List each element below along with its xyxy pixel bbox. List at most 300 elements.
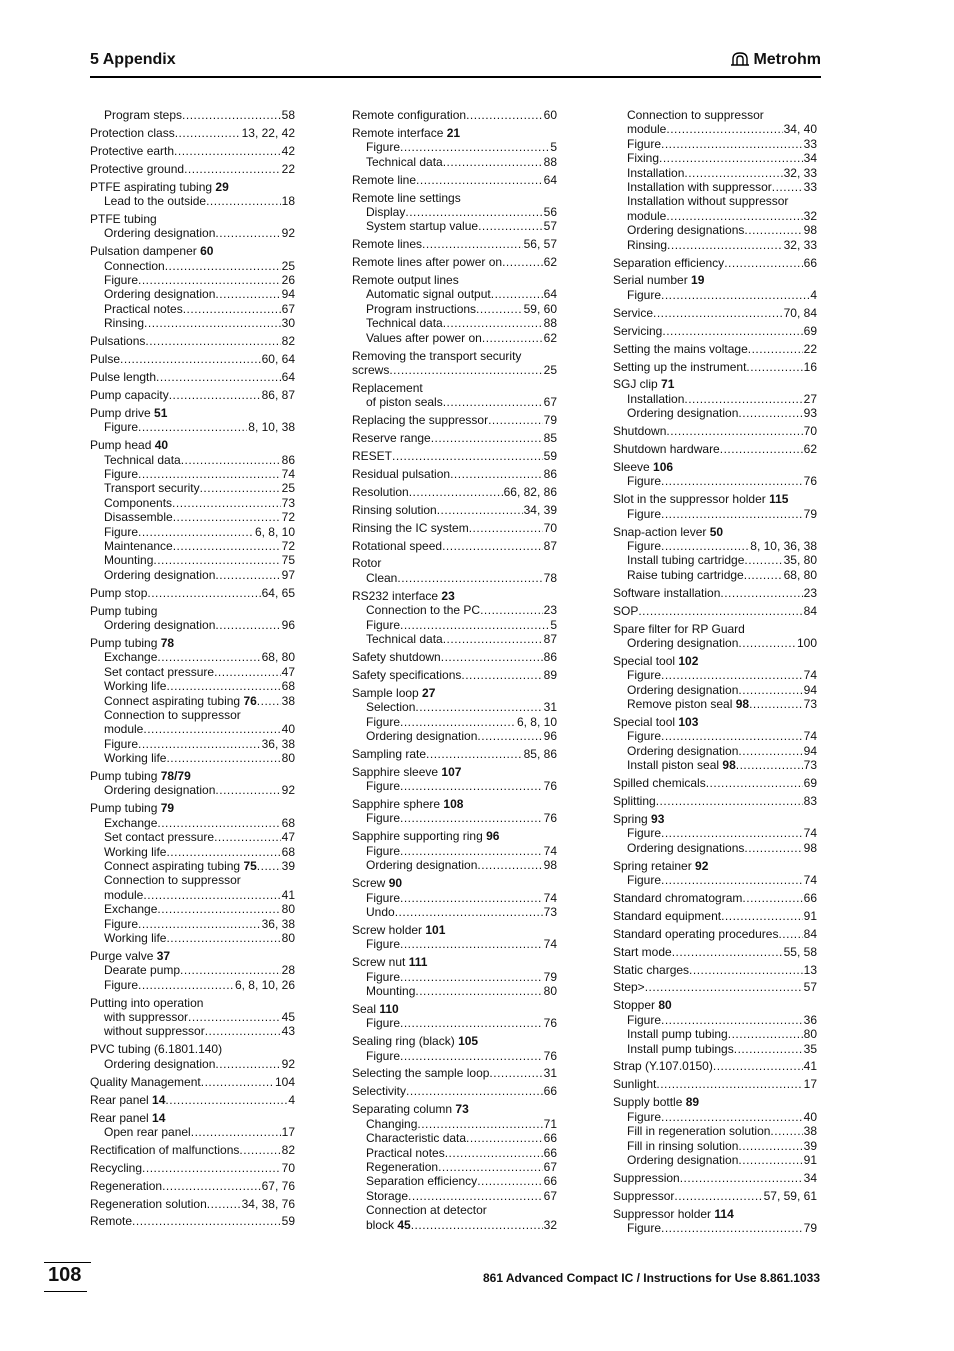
term-label: Rear panel xyxy=(90,1092,153,1107)
index-term xyxy=(90,636,295,650)
index-term-text xyxy=(627,151,659,165)
index-entry xyxy=(352,650,557,664)
dot-leader xyxy=(441,650,543,664)
page-reference: 67 xyxy=(543,395,557,410)
index-term xyxy=(90,212,295,226)
page-reference: 18 xyxy=(281,194,295,209)
dot-leader xyxy=(680,1171,803,1185)
index-term xyxy=(90,1197,295,1211)
index-term-text xyxy=(90,1214,132,1228)
index-subentry xyxy=(352,1189,557,1203)
index-subentry xyxy=(90,816,295,830)
page-reference: 88 xyxy=(543,154,557,169)
page-reference: 79 xyxy=(803,506,817,521)
index-subentry xyxy=(613,553,817,567)
page-reference: 62 xyxy=(543,330,557,345)
term-label: Lead to the outside xyxy=(104,194,207,209)
dot-leader xyxy=(157,816,280,830)
dot-leader xyxy=(400,1049,543,1063)
index-entry xyxy=(613,360,817,374)
index-term xyxy=(352,556,557,570)
term-label: RESET xyxy=(352,449,393,464)
index-subentry xyxy=(352,618,557,632)
index-subentry xyxy=(90,708,295,722)
index-term xyxy=(613,273,817,287)
index-entry xyxy=(352,923,557,952)
dot-leader xyxy=(442,539,543,553)
dot-leader xyxy=(214,665,281,679)
index-entry xyxy=(613,108,817,252)
index-term xyxy=(90,586,295,600)
index-entry xyxy=(613,927,817,941)
index-entry xyxy=(90,406,295,435)
term-label: Set contact pressure xyxy=(104,830,215,845)
index-subentry xyxy=(352,844,557,858)
index-entry xyxy=(90,352,295,366)
dot-leader xyxy=(469,521,543,535)
term-label: Installation with suppressor xyxy=(627,180,772,195)
page-reference: 59, 60 xyxy=(523,301,557,316)
dot-leader xyxy=(736,758,803,772)
index-term xyxy=(352,503,557,517)
page-reference: 67, 76 xyxy=(261,1178,295,1193)
index-subentry xyxy=(613,683,817,697)
index-entry xyxy=(352,955,557,998)
index-term-text xyxy=(104,259,165,273)
term-label: screws xyxy=(352,363,390,377)
page-reference: 87 xyxy=(543,632,557,646)
page-reference: 74 xyxy=(543,890,557,905)
page-reference: 68 xyxy=(281,844,295,859)
index-entry xyxy=(90,586,295,600)
index-entry xyxy=(90,438,295,582)
index-term-text xyxy=(352,108,466,122)
figure-ref-number: 105 xyxy=(458,1034,479,1049)
index-term-text xyxy=(613,1077,656,1091)
term-label: Practical notes xyxy=(104,301,183,316)
index-subentry xyxy=(352,603,557,617)
term-label: Working life xyxy=(104,679,167,694)
index-term xyxy=(352,381,557,395)
index-term-text xyxy=(90,352,120,366)
index-term-text xyxy=(613,715,698,729)
figure-ref-number: 37 xyxy=(156,948,171,963)
term-label: Pump tubing xyxy=(90,603,158,618)
index-subentry xyxy=(90,302,295,316)
term-label: Install piston seal xyxy=(627,758,723,773)
page-reference: 35 xyxy=(803,1041,817,1056)
dot-leader xyxy=(400,140,549,154)
index-column-3 xyxy=(613,108,817,1239)
index-term xyxy=(613,812,817,826)
index-term-text xyxy=(366,1117,417,1131)
dot-leader xyxy=(191,1125,281,1139)
index-term-text xyxy=(613,492,788,506)
index-subentry xyxy=(352,140,557,154)
index-subentry xyxy=(352,219,557,233)
dot-leader xyxy=(778,927,802,941)
term-label: Slot in the suppressor holder xyxy=(613,492,770,507)
term-label: Figure xyxy=(366,811,401,826)
dot-leader xyxy=(181,453,281,467)
index-entry xyxy=(352,556,557,585)
dot-leader xyxy=(165,259,281,273)
index-term xyxy=(613,1189,817,1203)
index-entry xyxy=(90,1143,295,1157)
index-term-text xyxy=(104,1024,205,1038)
figure-ref-number: 71 xyxy=(661,377,675,392)
index-term-text xyxy=(352,1034,478,1048)
index-entry xyxy=(613,586,817,600)
term-label: Sapphire supporting ring xyxy=(352,829,487,844)
page-reference: 86 xyxy=(543,466,557,481)
index-subentry xyxy=(613,1027,817,1041)
term-label: Remote output lines xyxy=(352,273,459,288)
page-reference: 98 xyxy=(803,223,817,238)
index-term-text xyxy=(352,349,521,363)
dot-leader xyxy=(674,1189,762,1203)
index-subentry xyxy=(90,467,295,481)
index-subentry xyxy=(352,1146,557,1160)
page-reference: 57, 59, 61 xyxy=(763,1188,817,1203)
index-term-text xyxy=(90,1143,239,1157)
index-term-text xyxy=(613,1207,734,1221)
index-term-text xyxy=(104,859,257,873)
index-subentry xyxy=(352,155,557,169)
figure-ref-number: 115 xyxy=(769,492,789,507)
index-term xyxy=(90,370,295,384)
figure-ref-number: 106 xyxy=(653,459,674,474)
index-term-text xyxy=(90,1093,165,1107)
dot-leader xyxy=(417,1117,542,1131)
term-label: Setting up the instrument xyxy=(613,359,747,374)
index-term-text xyxy=(627,729,661,743)
index-term-text xyxy=(104,226,215,240)
index-subentry xyxy=(352,205,557,219)
index-entry xyxy=(352,108,557,122)
dot-leader xyxy=(689,963,803,977)
term-label: without suppressor xyxy=(104,1024,205,1039)
term-label: Figure xyxy=(104,420,139,435)
index-entry xyxy=(352,191,557,234)
term-label: Connect aspirating tubing xyxy=(104,859,244,873)
index-term-text xyxy=(352,765,461,779)
index-term-text xyxy=(352,381,423,395)
dot-leader xyxy=(466,108,543,122)
index-term xyxy=(613,794,817,808)
index-term xyxy=(90,1111,295,1125)
term-label: Recycling xyxy=(90,1160,143,1175)
dot-leader xyxy=(476,302,523,316)
term-label: Ordering designation xyxy=(366,728,478,743)
page-reference: 91 xyxy=(803,908,817,923)
index-entry xyxy=(352,589,557,647)
index-subentry xyxy=(90,751,295,765)
term-label: Figure xyxy=(366,969,401,984)
page-reference: 80 xyxy=(543,983,557,998)
term-label: Raise tubing cartridge xyxy=(627,567,744,582)
index-subentry xyxy=(613,1110,817,1124)
index-term-text xyxy=(627,108,764,122)
term-label: Screw holder xyxy=(352,922,426,937)
page-reference: 64 xyxy=(543,287,557,302)
index-term-text xyxy=(104,420,138,434)
figure-ref-number: 50 xyxy=(709,524,724,539)
figure-ref-number: 23 xyxy=(441,588,455,603)
page-reference: 98 xyxy=(803,840,817,855)
figure-ref-number: 27 xyxy=(422,685,436,700)
dot-leader xyxy=(661,826,803,840)
page-reference: 94 xyxy=(281,287,295,302)
dot-leader xyxy=(443,155,543,169)
dot-leader xyxy=(165,1093,287,1107)
dot-leader xyxy=(661,729,803,743)
page-reference: 71 xyxy=(543,1116,557,1131)
index-term xyxy=(352,521,557,535)
index-subentry xyxy=(90,226,295,240)
index-term-text xyxy=(613,460,673,474)
index-subentry xyxy=(613,209,817,223)
index-entry xyxy=(613,715,817,773)
index-term-text xyxy=(352,923,445,937)
index-term xyxy=(352,191,557,205)
page-reference: 40 xyxy=(281,722,295,737)
page-reference: 74 xyxy=(803,873,817,887)
page-reference: 89 xyxy=(543,667,557,682)
term-label: Putting into operation xyxy=(90,995,204,1010)
dot-leader xyxy=(174,144,281,158)
index-term-text xyxy=(352,237,422,251)
dot-leader xyxy=(661,137,803,151)
page-reference: 66, 82, 86 xyxy=(503,484,557,499)
dot-leader xyxy=(744,568,783,582)
index-term-text xyxy=(627,406,738,420)
term-label: Connection to suppressor xyxy=(627,108,764,122)
term-label: Figure xyxy=(104,916,139,931)
page-reference: 67 xyxy=(281,301,295,316)
term-label: Exchange xyxy=(104,902,158,917)
index-subentry xyxy=(613,729,817,743)
index-entry xyxy=(352,1102,557,1232)
page-reference: 80 xyxy=(281,751,295,766)
index-subentry xyxy=(90,618,295,632)
page-reference: 66 xyxy=(543,1084,557,1099)
term-label: Screw nut xyxy=(352,955,409,970)
index-entry xyxy=(352,668,557,682)
index-entry xyxy=(613,1189,817,1203)
dot-leader xyxy=(205,1024,281,1038)
index-term-text xyxy=(352,431,431,445)
index-subentry xyxy=(613,568,817,582)
index-term-text xyxy=(104,618,215,632)
index-term-text xyxy=(352,255,502,269)
index-subentry xyxy=(352,729,557,743)
dot-leader xyxy=(502,255,543,269)
dot-leader xyxy=(466,1131,543,1145)
page-reference: 66 xyxy=(543,1131,557,1146)
dot-leader xyxy=(661,1221,803,1235)
page-reference: 79 xyxy=(543,969,557,984)
dot-leader xyxy=(437,503,523,517)
term-label: Spilled chemicals xyxy=(613,776,706,791)
index-entry xyxy=(613,256,817,270)
page-reference: 32 xyxy=(543,1217,557,1232)
term-label: Mounting xyxy=(104,553,154,568)
figure-ref-number: 29 xyxy=(215,179,229,194)
dot-leader xyxy=(742,891,802,905)
page-reference: 82 xyxy=(281,1142,295,1157)
term-label: Static charges xyxy=(613,962,690,977)
dot-leader xyxy=(645,980,803,994)
dot-leader xyxy=(183,302,281,316)
page-reference: 91 xyxy=(803,1152,817,1167)
index-subentry xyxy=(613,1139,817,1153)
dot-leader xyxy=(478,219,543,233)
index-term-text xyxy=(90,636,174,650)
dot-leader xyxy=(400,715,516,729)
page-reference: 40 xyxy=(803,1109,817,1124)
index-term-text xyxy=(104,108,182,122)
index-term-text xyxy=(90,212,157,226)
index-term-text xyxy=(366,970,400,984)
term-label: Remove piston seal xyxy=(627,697,736,712)
index-term xyxy=(90,996,295,1010)
term-label: Separating column xyxy=(352,1102,456,1117)
index-subentry xyxy=(352,937,557,951)
index-subentry xyxy=(90,273,295,287)
dot-leader xyxy=(443,316,543,330)
index-entry xyxy=(90,1111,295,1140)
index-term-text xyxy=(104,316,144,330)
page-reference: 5 xyxy=(550,140,557,155)
index-term xyxy=(352,829,557,843)
index-entry xyxy=(352,747,557,761)
index-subentry xyxy=(90,873,295,887)
page-reference: 23 xyxy=(803,585,817,600)
term-label: Splitting xyxy=(613,793,656,808)
page-reference: 74 xyxy=(543,843,557,858)
index-entry xyxy=(613,1095,817,1167)
figure-ref-number: 78 xyxy=(160,635,175,650)
term-label: Software installation xyxy=(613,585,721,600)
dot-leader xyxy=(142,1161,281,1175)
term-label: Figure xyxy=(627,1012,662,1027)
footer-rule xyxy=(44,1262,91,1263)
dot-leader xyxy=(400,970,543,984)
index-term-text xyxy=(613,586,720,600)
index-term-text xyxy=(104,510,173,524)
term-label: Remote line xyxy=(352,172,417,187)
page-reference: 67 xyxy=(543,1188,557,1203)
dot-leader xyxy=(445,1146,543,1160)
index-term-text xyxy=(90,1197,207,1211)
page-reference: 5 xyxy=(550,617,557,632)
dot-leader xyxy=(143,722,280,736)
index-term xyxy=(613,256,817,270)
dot-leader xyxy=(392,449,543,463)
index-term xyxy=(352,255,557,269)
dot-leader xyxy=(173,510,281,524)
index-term-text xyxy=(352,485,409,499)
page-reference: 26 xyxy=(281,273,295,288)
page-reference: 82 xyxy=(281,334,295,349)
term-label: Program instructions xyxy=(366,301,477,316)
dot-leader xyxy=(405,205,542,219)
index-subentry xyxy=(613,180,817,194)
figure-ref-number: 107 xyxy=(441,764,462,779)
index-term-text xyxy=(613,927,778,941)
index-term-text xyxy=(627,288,661,302)
dot-leader xyxy=(400,811,543,825)
brand-block xyxy=(730,51,821,69)
term-label: Figure xyxy=(366,617,401,632)
index-entry xyxy=(613,273,817,302)
figure-ref-number: 14 xyxy=(152,1110,166,1125)
index-term-text xyxy=(613,963,689,977)
term-label: Dearate pump xyxy=(104,963,181,978)
index-subentry xyxy=(352,1160,557,1174)
index-term xyxy=(613,909,817,923)
dot-leader xyxy=(720,586,802,600)
term-label: Rinsing solution xyxy=(352,502,437,517)
index-term xyxy=(352,876,557,890)
index-term-text xyxy=(352,521,469,535)
term-label: Sunlight xyxy=(613,1077,657,1092)
term-label: Figure xyxy=(627,668,662,683)
index-subentry xyxy=(613,1042,817,1056)
term-label: Removing the transport security xyxy=(352,348,522,363)
index-subentry xyxy=(90,783,295,797)
index-entry xyxy=(90,212,295,241)
dot-leader xyxy=(166,845,280,859)
index-term xyxy=(613,622,817,636)
index-term-text xyxy=(104,751,166,765)
index-term-text xyxy=(352,797,463,811)
term-label: Technical data xyxy=(366,316,443,331)
index-term-text xyxy=(352,556,381,570)
dot-leader xyxy=(770,1124,802,1138)
index-entry xyxy=(613,442,817,456)
page-reference: 100 xyxy=(796,635,817,650)
dot-leader xyxy=(656,794,803,808)
term-label: PVC tubing (6.1801.140) xyxy=(90,1042,223,1057)
dot-leader xyxy=(666,424,802,438)
term-label: Protection class xyxy=(90,125,175,140)
term-label: Remote interface xyxy=(352,125,447,140)
index-term-text xyxy=(366,1218,411,1232)
term-label: Screw xyxy=(352,876,389,891)
term-label: Exchange xyxy=(104,815,158,830)
index-subentry xyxy=(613,137,817,151)
index-subentry xyxy=(90,931,295,945)
index-term xyxy=(613,586,817,600)
term-label: Selection xyxy=(366,700,416,715)
page-reference: 45 xyxy=(281,1010,295,1025)
term-label: Components xyxy=(104,495,173,510)
term-label: Ordering designation xyxy=(627,1152,739,1167)
figure-ref-number: 73 xyxy=(455,1102,469,1117)
dot-leader xyxy=(744,841,802,855)
figure-ref-number: 114 xyxy=(714,1206,734,1221)
index-term-text xyxy=(627,1153,738,1167)
figure-ref-number: 98 xyxy=(722,758,736,773)
dot-leader xyxy=(443,632,543,646)
page-reference: 34, 38, 76 xyxy=(241,1196,295,1211)
index-term-text xyxy=(104,539,173,553)
index-subentry xyxy=(352,287,557,301)
index-term xyxy=(613,377,817,391)
page-reference: 64, 65 xyxy=(261,585,295,600)
